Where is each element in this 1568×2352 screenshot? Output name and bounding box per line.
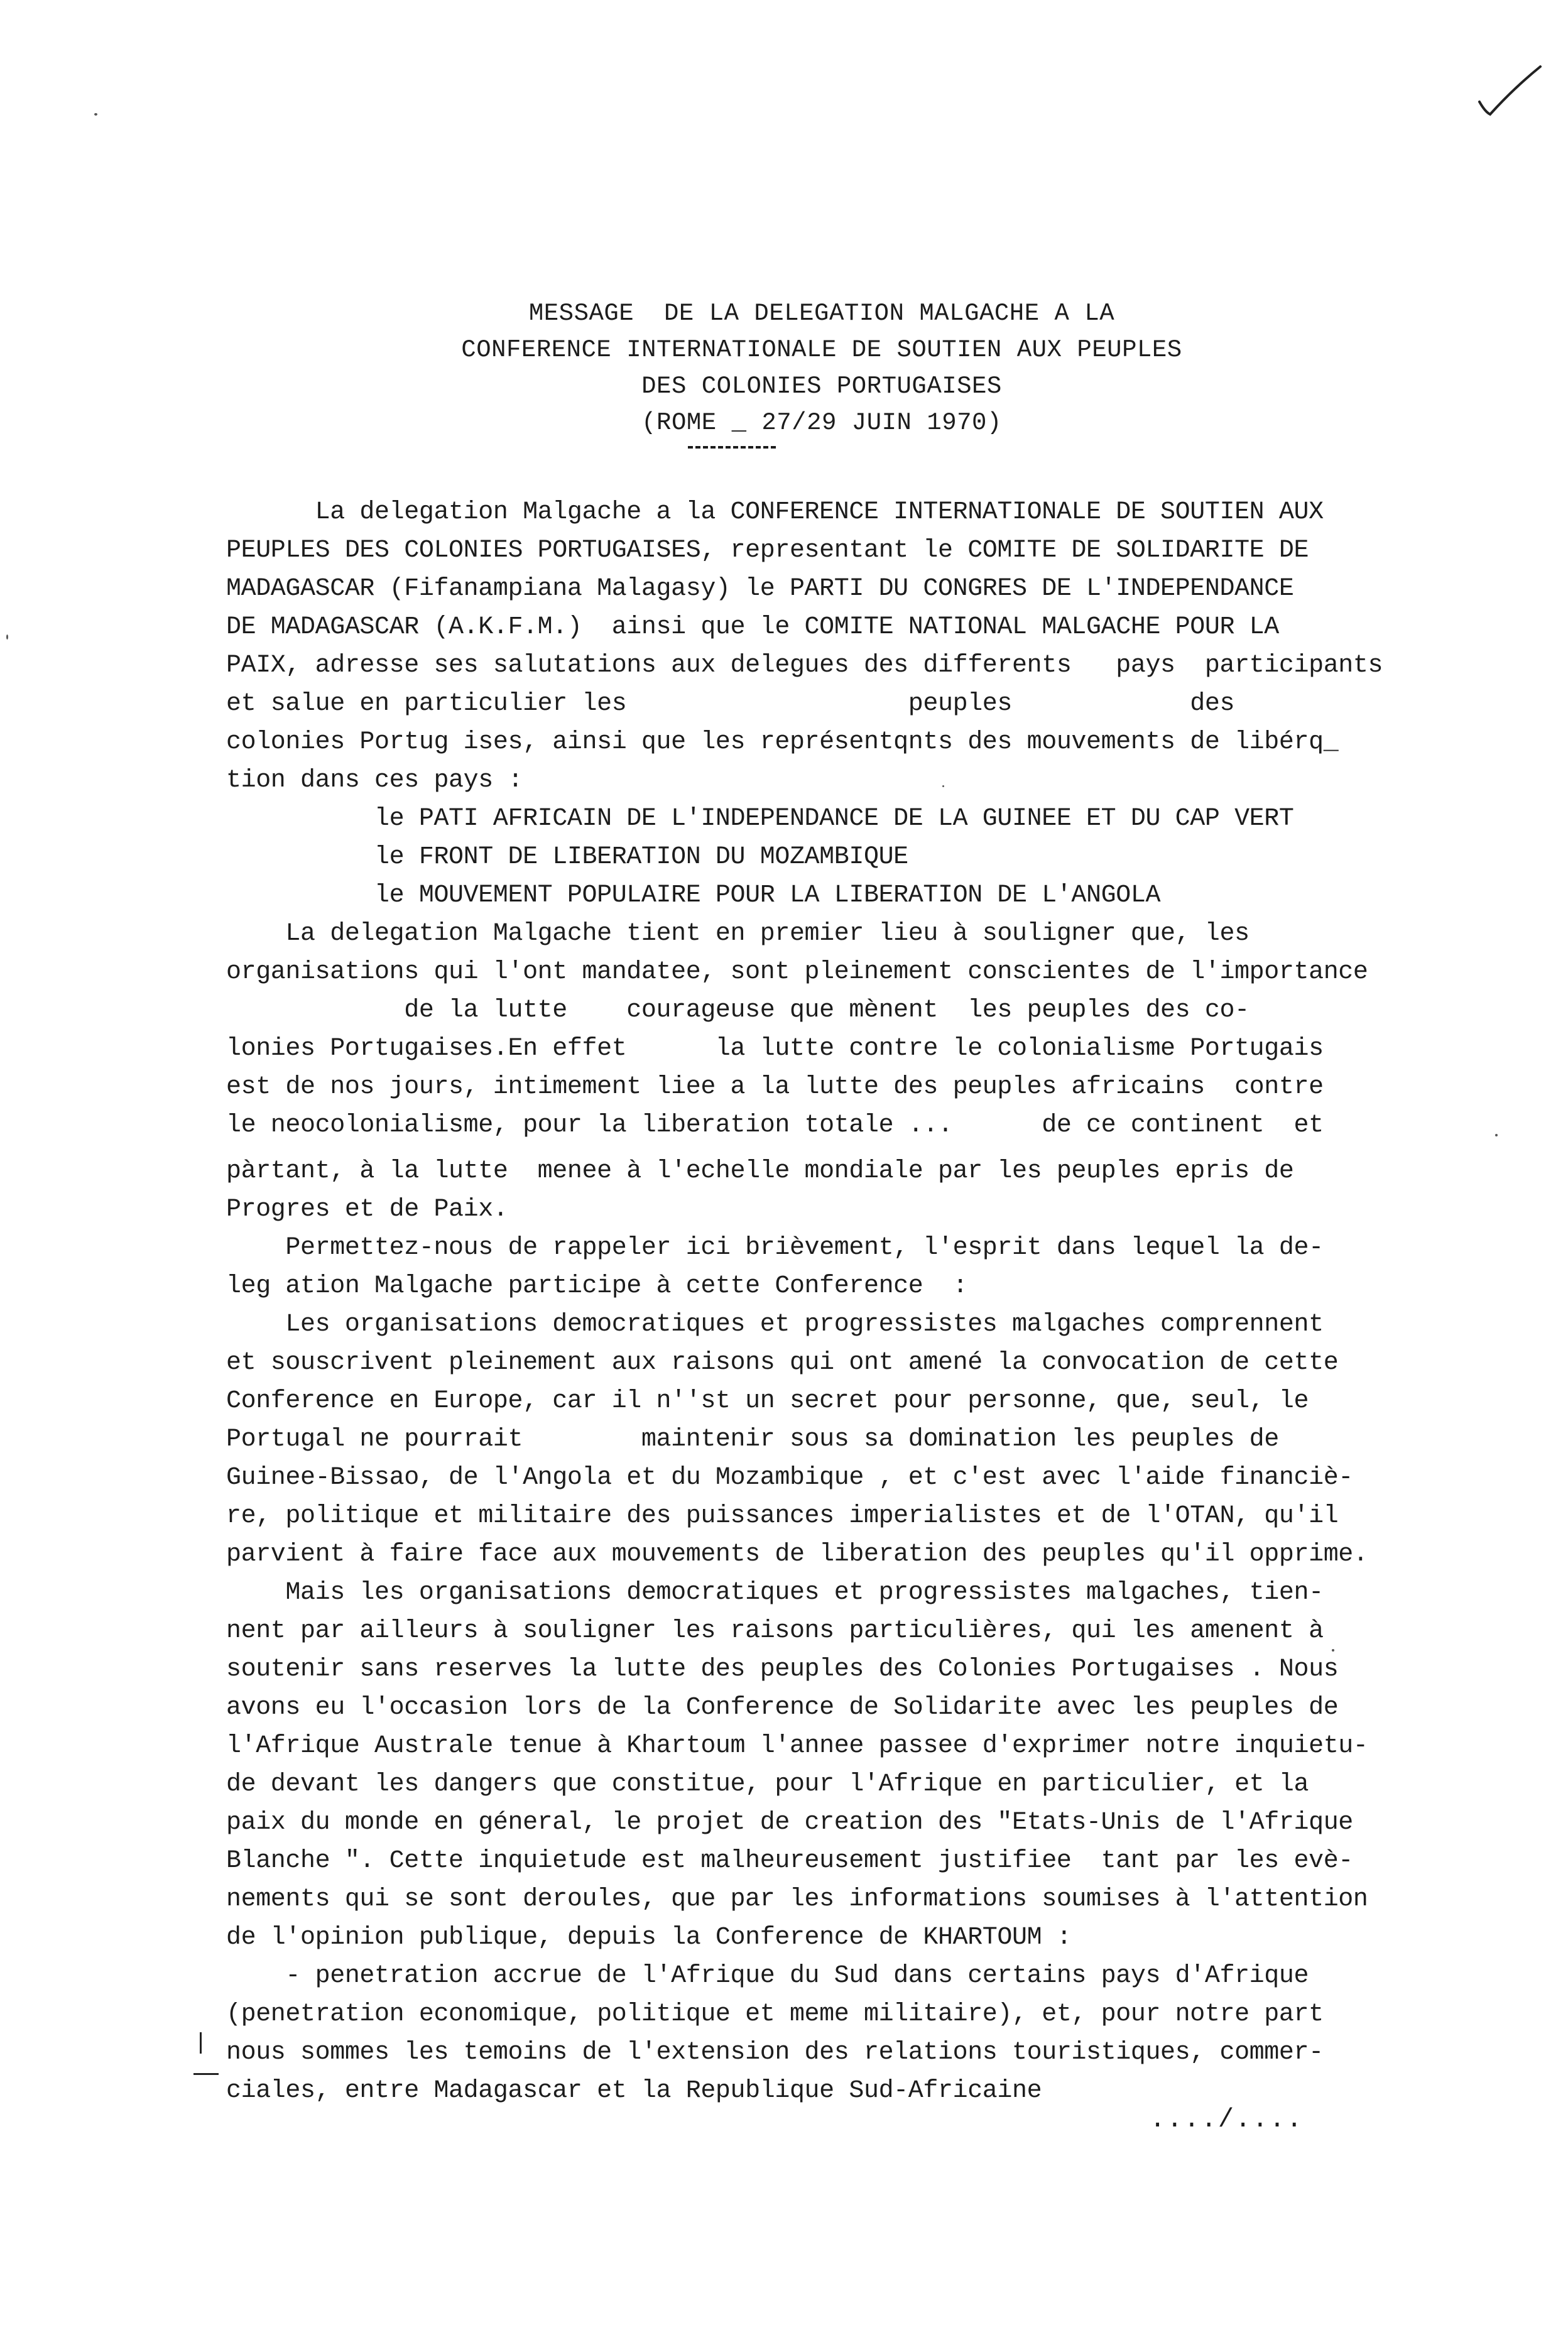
- title-line: (ROME _ 27/29 JUIN 1970): [641, 409, 1002, 437]
- body-line: Mais les organisations democratiques et progressistes malgaches, tien-: [226, 1579, 1324, 1607]
- body-line: le FRONT DE LIBERATION DU MOZAMBIQUE: [226, 843, 908, 871]
- body-line: DE MADAGASCAR (A.K.F.M.) ainsi que le COMITE NATIONAL MALGACHE POUR LA: [226, 613, 1279, 641]
- body-line: paix du monde en géneral, le projet de creation des "Etats-Unis de l'Afrique: [226, 1809, 1353, 1837]
- page-continuation: ..../....: [1150, 2104, 1304, 2135]
- body-line: leg ation Malgache participe à cette Conference :: [226, 1272, 968, 1300]
- body-line: parvient à faire face aux mouvements de liberation des peuples qu'il opprime.: [226, 1540, 1368, 1569]
- body-line: Portugal ne pourrait maintenir sous sa domination les peuples de: [226, 1425, 1279, 1454]
- body-line: (penetration economique, politique et meme militaire), et, pour notre part: [226, 2000, 1324, 2028]
- body-line: avons eu l'occasion lors de la Conference de Solidarite avec les peuples de: [226, 1694, 1339, 1722]
- title-line: MESSAGE DE LA DELEGATION MALGACHE A LA: [528, 300, 1115, 327]
- body-line: de l'opinion publique, depuis la Conference de KHARTOUM :: [226, 1924, 1072, 1952]
- body-line: pàrtant, à la lutte menee à l'echelle mondiale par les peuples epris de: [226, 1157, 1294, 1185]
- body-line: organisations qui l'ont mandatee, sont pleinement conscientes de l'importance: [226, 958, 1368, 986]
- body-line: La delegation Malgache a la CONFERENCE INTERNATIONALE DE SOUTIEN AUX: [226, 498, 1324, 526]
- scan-speck: [94, 113, 97, 116]
- body-line: MADAGASCAR (Fifanampiana Malagasy) le PARTI DU CONGRES DE L'INDEPENDANCE: [226, 575, 1294, 603]
- document-title: [0, 295, 1568, 449]
- body-line: de devant les dangers que constitue, pour l'Afrique en particulier, et la: [226, 1770, 1309, 1799]
- body-line: Conference en Europe, car il n''st un secret pour personne, que, seul, le: [226, 1387, 1309, 1415]
- body-line: Progres et de Paix.: [226, 1195, 508, 1224]
- body-line: nent par ailleurs à souligner les raisons particulières, qui les amenent à: [226, 1617, 1324, 1645]
- body-line: le PATI AFRICAIN DE L'INDEPENDANCE DE LA GUINEE ET DU CAP VERT: [226, 805, 1294, 833]
- scan-speck: [6, 634, 8, 640]
- body-line: le neocolonialisme, pour la liberation totale ... de ce continent et: [226, 1111, 1324, 1140]
- body-line: colonies Portug ises, ainsi que les représentqnts des mouvements de libérq_: [226, 728, 1339, 756]
- handwritten-checkmark-icon: [1476, 63, 1545, 132]
- line-gap: [226, 1145, 1514, 1152]
- body-line: PAIX, adresse ses salutations aux delegues des differents pays participants: [226, 651, 1383, 680]
- body-line: Permettez-nous de rappeler ici brièvement, l'esprit dans lequel la de-: [226, 1234, 1324, 1262]
- margin-mark: [200, 2032, 202, 2054]
- body-line: Les organisations democratiques et progressistes malgaches comprennent: [226, 1310, 1324, 1339]
- body-line: - penetration accrue de l'Afrique du Sud dans certains pays d'Afrique: [226, 1962, 1309, 1990]
- body-line: est de nos jours, intimement liee a la lutte des peuples africains contre: [226, 1073, 1324, 1101]
- body-line: le MOUVEMENT POPULAIRE POUR LA LIBERATION DE L'ANGOLA: [226, 881, 1161, 910]
- title-line: DES COLONIES PORTUGAISES: [641, 373, 1002, 400]
- body-line: Blanche ". Cette inquietude est malheureusement justifiee tant par les evè-: [226, 1847, 1353, 1875]
- title-underline: [688, 446, 776, 449]
- document-body: [226, 493, 1514, 2110]
- body-line: ciales, entre Madagascar et la Republique Sud-Africaine: [226, 2077, 1042, 2105]
- body-line: de la lutte courageuse que mènent les peuples des co-: [226, 996, 1250, 1025]
- body-line: lonies Portugaises.En effet la lutte contre le colonialisme Portugais: [226, 1035, 1324, 1063]
- body-line: et salue en particulier les peuples des: [226, 690, 1235, 718]
- margin-mark: [193, 2073, 219, 2075]
- body-line: soutenir sans reserves la lutte des peuples des Colonies Portugaises . Nous: [226, 1655, 1339, 1684]
- body-line: nements qui se sont deroules, que par les informations soumises à l'attention: [226, 1885, 1368, 1914]
- body-line: Guinee-Bissao, de l'Angola et du Mozambique , et c'est avec l'aide financiè-: [226, 1464, 1353, 1492]
- body-line: PEUPLES DES COLONIES PORTUGAISES, representant le COMITE DE SOLIDARITE DE: [226, 536, 1309, 565]
- body-line: tion dans ces pays :: [226, 766, 523, 795]
- body-line: l'Afrique Australe tenue à Khartoum l'annee passee d'exprimer notre inquietu-: [226, 1732, 1368, 1760]
- body-line: et souscrivent pleinement aux raisons qui ont amené la convocation de cette: [226, 1349, 1339, 1377]
- body-line: La delegation Malgache tient en premier lieu à souligner que, les: [226, 920, 1250, 948]
- title-line: CONFERENCE INTERNATIONALE DE SOUTIEN AUX PEUPLES: [461, 336, 1182, 364]
- body-line: re, politique et militaire des puissances imperialistes et de l'OTAN, qu'il: [226, 1502, 1339, 1530]
- body-line: nous sommes les temoins de l'extension des relations touristiques, commer-: [226, 2039, 1324, 2067]
